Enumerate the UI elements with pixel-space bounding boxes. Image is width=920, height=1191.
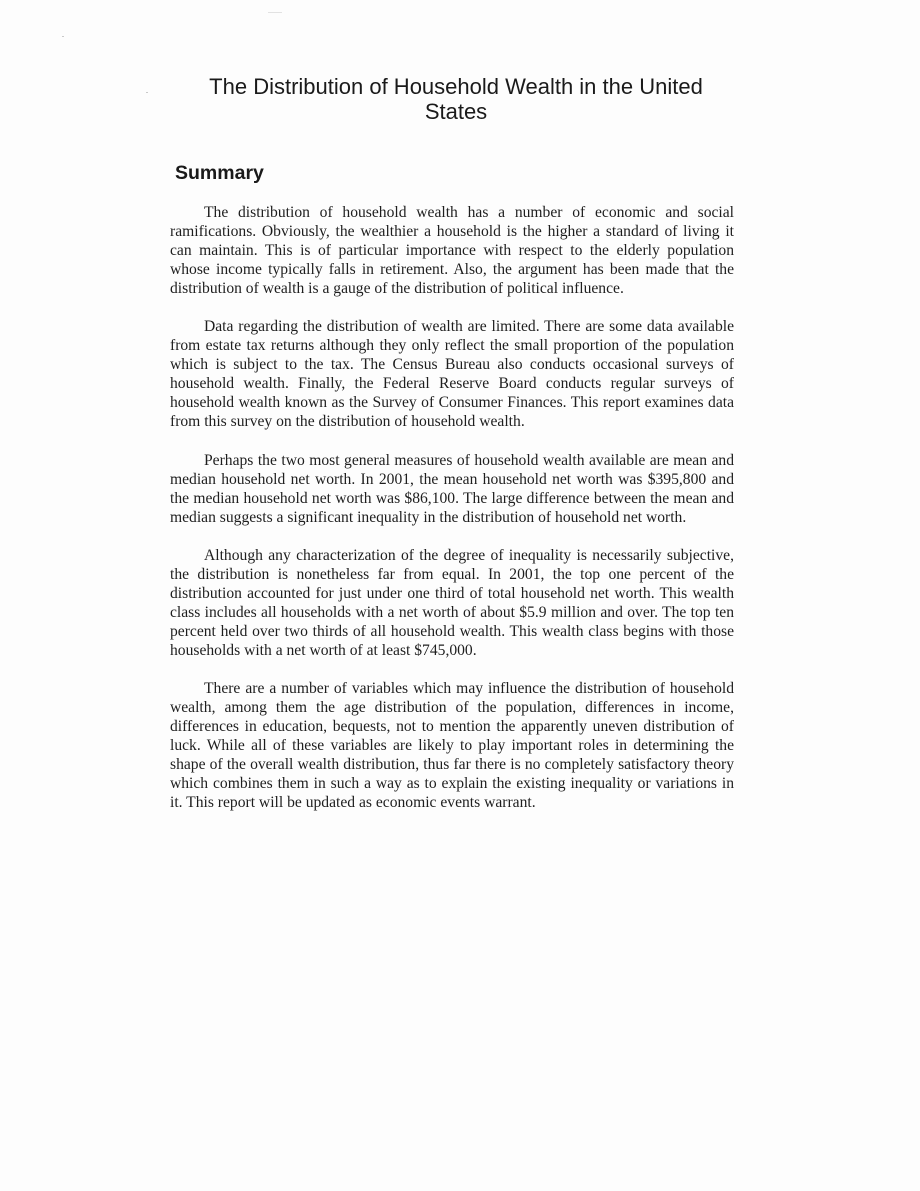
scan-speck (62, 36, 64, 37)
paragraph: Perhaps the two most general measures of household wealth available are mean and median household net worth. In 2001, the mean household net worth was $395,800 and the median household net worth was $86,100. The large difference between the mean and median suggests a significant inequality in the distribution of household net worth. (170, 451, 734, 526)
document-title: The Distribution of Household Wealth in the United States (209, 74, 703, 124)
scan-speck (146, 92, 148, 93)
scan-speck (268, 12, 282, 13)
section-heading-summary: Summary (175, 162, 264, 184)
paragraph: The distribution of household wealth has a number of economic and social ramifications. Obviously, the wealthier a household is the higher a standard of living it can maintain. This is of particular importance with respect to the elderly population whose income typically falls in retirement. Also, the argument has been made that the distribution of wealth is a gauge of the distribution of political influence. (170, 204, 734, 298)
paragraph: Although any characterization of the degree of inequality is necessarily subjective, the distribution is nonetheless far from equal. In 2001, the top one percent of the distribution accounted for just under one third of total household net worth. This wealth class includes all households with a net worth of about $5.9 million and over. The top ten percent held over two thirds of all household wealth. This wealth class begins with those households with a net worth of at least $745,000. (170, 546, 734, 659)
paragraph: Data regarding the distribution of wealth are limited. There are some data available from estate tax returns although they only reflect the small proportion of the population which is subject to the tax. The Census Bureau also conducts occasional surveys of household wealth. Finally, the Federal Reserve Board conducts regular surveys of household wealth known as the Survey of Consumer Finances. This report examines data from this survey on the distribution of household wealth. (170, 318, 734, 431)
summary-body (170, 203, 734, 812)
paragraph: There are a number of variables which may influence the distribution of household wealth, among them the age distribution of the population, differences in income, differences in education, bequests, not to mention the apparently uneven distribution of luck. While all of these variables are likely to play important roles in determining the shape of the overall wealth distribution, thus far there is no completely satisfactory theory which combines them in such a way as to explain the existing inequality or variations in it. This report will be updated as economic events warrant. (170, 679, 734, 812)
